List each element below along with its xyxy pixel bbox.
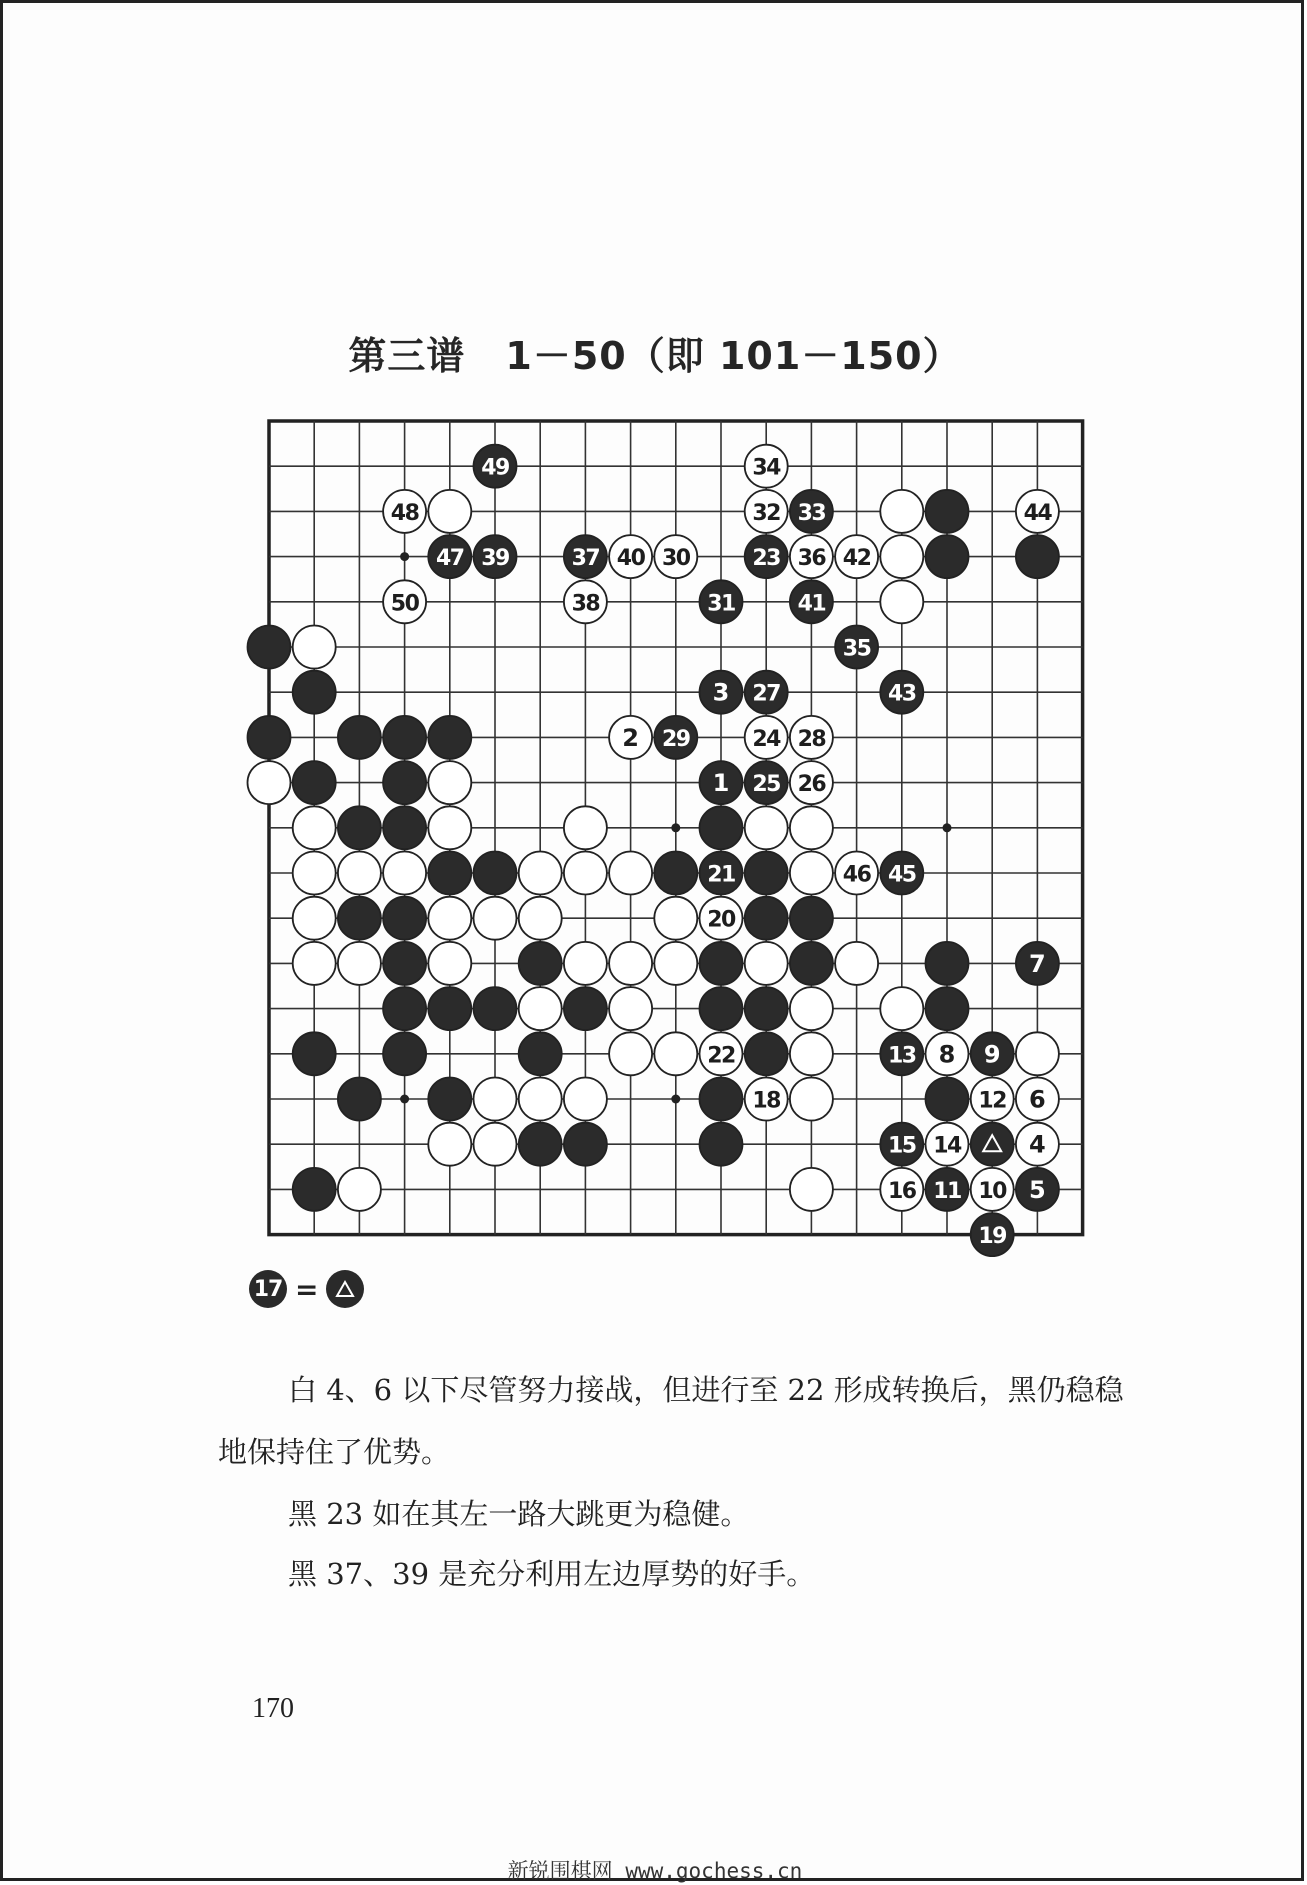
white-stone bbox=[519, 1078, 562, 1121]
black-stone bbox=[383, 806, 426, 849]
black-stone bbox=[428, 716, 471, 759]
move-number: 47 bbox=[435, 546, 464, 572]
black-stone bbox=[745, 1032, 788, 1075]
note-equals: = bbox=[295, 1272, 319, 1306]
white-stone bbox=[609, 987, 652, 1030]
move-number: 20 bbox=[707, 907, 735, 933]
move-number: 44 bbox=[1023, 500, 1052, 526]
black-stone bbox=[700, 806, 743, 849]
black-stone bbox=[700, 1123, 743, 1166]
move-number: 28 bbox=[797, 726, 826, 752]
move-number: 27 bbox=[752, 681, 781, 707]
move-number: 43 bbox=[887, 681, 916, 707]
move-note bbox=[249, 1269, 364, 1309]
move-number: 16 bbox=[887, 1178, 916, 1204]
move-number: 30 bbox=[661, 546, 690, 572]
white-stone bbox=[338, 852, 381, 895]
move-number: 38 bbox=[571, 591, 600, 617]
black-stone bbox=[338, 897, 381, 940]
white-stone bbox=[654, 942, 697, 985]
white-stone bbox=[293, 806, 336, 849]
move-number: 33 bbox=[797, 500, 826, 526]
white-stone bbox=[790, 987, 833, 1030]
white-stone bbox=[654, 897, 697, 940]
move-number: 5 bbox=[1029, 1175, 1046, 1204]
black-stone bbox=[926, 535, 969, 578]
move-number: 41 bbox=[797, 591, 826, 617]
move-number: 50 bbox=[390, 591, 419, 617]
black-stone bbox=[745, 852, 788, 895]
white-stone bbox=[880, 535, 923, 578]
black-stone bbox=[428, 1078, 471, 1121]
white-stone bbox=[790, 1168, 833, 1211]
white-stone bbox=[428, 490, 471, 533]
black-stone bbox=[519, 1032, 562, 1075]
star-point bbox=[400, 1095, 409, 1104]
white-stone bbox=[293, 852, 336, 895]
move-number: 10 bbox=[978, 1178, 1007, 1204]
black-stone bbox=[293, 1168, 336, 1211]
black-stone bbox=[700, 987, 743, 1030]
move-number: 13 bbox=[887, 1043, 916, 1069]
black-stone bbox=[338, 806, 381, 849]
move-number: 39 bbox=[481, 546, 509, 572]
move-number: 3 bbox=[712, 678, 730, 707]
black-stone bbox=[383, 897, 426, 940]
black-stone bbox=[248, 716, 291, 759]
white-stone bbox=[654, 1032, 697, 1075]
commentary-paragraph-2: 黑 23 如在其左一路大跳更为稳健。 bbox=[288, 1497, 750, 1531]
move-number: 11 bbox=[933, 1178, 961, 1204]
white-stone bbox=[880, 580, 923, 623]
white-stone bbox=[564, 852, 607, 895]
white-stone bbox=[248, 761, 291, 804]
black-stone bbox=[971, 1123, 1014, 1166]
white-stone bbox=[609, 1032, 652, 1075]
star-point bbox=[671, 823, 680, 832]
white-stone bbox=[519, 852, 562, 895]
white-stone bbox=[880, 490, 923, 533]
black-stone bbox=[248, 626, 291, 669]
black-stone bbox=[926, 490, 969, 533]
black-stone bbox=[474, 852, 517, 895]
move-number: 40 bbox=[616, 546, 645, 572]
black-stone bbox=[519, 1123, 562, 1166]
white-stone bbox=[609, 852, 652, 895]
white-stone bbox=[564, 806, 607, 849]
white-stone bbox=[790, 1032, 833, 1075]
white-stone bbox=[474, 897, 517, 940]
move-number: 46 bbox=[842, 862, 871, 888]
black-stone bbox=[926, 942, 969, 985]
note-triangle-stone bbox=[326, 1270, 364, 1308]
black-stone bbox=[383, 987, 426, 1030]
move-number: 24 bbox=[752, 726, 781, 752]
triangle-icon bbox=[336, 1281, 354, 1297]
commentary-paragraph-1: 白 4、6 以下尽管努力接战，但进行至 22 形成转换后，黑仍稳稳地保持住了优势。 bbox=[218, 1373, 1124, 1469]
page-number: 170 bbox=[252, 1693, 294, 1724]
move-number: 12 bbox=[978, 1088, 1007, 1114]
white-stone bbox=[519, 897, 562, 940]
star-point bbox=[400, 552, 409, 561]
black-stone bbox=[700, 1078, 743, 1121]
move-number: 42 bbox=[842, 546, 871, 572]
white-stone bbox=[790, 1078, 833, 1121]
note-black-stone: 17 bbox=[249, 1270, 287, 1308]
star-point bbox=[943, 823, 952, 832]
white-stone bbox=[609, 942, 652, 985]
black-stone bbox=[293, 671, 336, 714]
white-stone bbox=[835, 942, 878, 985]
black-stone bbox=[383, 761, 426, 804]
white-stone bbox=[428, 942, 471, 985]
move-number: 48 bbox=[390, 500, 419, 526]
black-stone bbox=[383, 942, 426, 985]
black-stone bbox=[564, 1123, 607, 1166]
white-stone bbox=[1016, 1032, 1059, 1075]
white-stone bbox=[564, 1078, 607, 1121]
diagram-title-main: 第三谱 bbox=[348, 334, 466, 378]
white-stone bbox=[474, 1078, 517, 1121]
white-stone bbox=[383, 852, 426, 895]
move-number: 15 bbox=[887, 1133, 916, 1159]
black-stone bbox=[700, 942, 743, 985]
white-stone bbox=[519, 987, 562, 1030]
go-board-diagram bbox=[263, 415, 1093, 1250]
diagram-title bbox=[3, 325, 1307, 380]
black-stone bbox=[293, 761, 336, 804]
black-stone bbox=[790, 942, 833, 985]
white-stone bbox=[338, 942, 381, 985]
move-number: 45 bbox=[887, 862, 916, 888]
diagram-title-range: 1－50（即 101－150） bbox=[505, 334, 962, 378]
black-stone bbox=[428, 987, 471, 1030]
white-stone bbox=[428, 761, 471, 804]
commentary-paragraph-3: 黑 37、39 是充分利用左边厚势的好手。 bbox=[288, 1557, 816, 1591]
white-stone bbox=[880, 987, 923, 1030]
move-number: 1 bbox=[712, 769, 730, 798]
white-stone bbox=[790, 852, 833, 895]
move-number: 31 bbox=[707, 591, 735, 617]
move-number: 18 bbox=[752, 1088, 781, 1114]
move-number: 34 bbox=[752, 455, 781, 481]
black-stone bbox=[338, 716, 381, 759]
move-number: 22 bbox=[707, 1043, 735, 1069]
black-stone bbox=[338, 1078, 381, 1121]
black-stone bbox=[654, 852, 697, 895]
white-stone bbox=[745, 942, 788, 985]
move-number: 2 bbox=[622, 723, 639, 752]
white-stone bbox=[790, 806, 833, 849]
move-number: 21 bbox=[707, 862, 735, 888]
move-number: 7 bbox=[1029, 949, 1046, 978]
black-stone bbox=[519, 942, 562, 985]
black-stone bbox=[745, 987, 788, 1030]
star-point bbox=[671, 1095, 680, 1104]
white-stone bbox=[293, 942, 336, 985]
white-stone bbox=[338, 1168, 381, 1211]
move-number: 29 bbox=[661, 726, 690, 752]
black-stone bbox=[790, 897, 833, 940]
black-stone bbox=[383, 1032, 426, 1075]
white-stone bbox=[293, 626, 336, 669]
move-number: 49 bbox=[481, 455, 509, 481]
move-number: 25 bbox=[752, 772, 781, 798]
black-stone bbox=[293, 1032, 336, 1075]
move-number: 35 bbox=[842, 636, 871, 662]
move-number: 8 bbox=[938, 1040, 956, 1069]
white-stone bbox=[428, 1123, 471, 1166]
white-stone bbox=[564, 942, 607, 985]
white-stone bbox=[474, 1123, 517, 1166]
black-stone bbox=[1016, 535, 1059, 578]
white-stone bbox=[745, 806, 788, 849]
move-number: 19 bbox=[978, 1224, 1007, 1250]
black-stone bbox=[564, 987, 607, 1030]
move-number: 26 bbox=[797, 772, 826, 798]
black-stone bbox=[926, 987, 969, 1030]
move-number: 36 bbox=[797, 546, 826, 572]
move-number: 14 bbox=[933, 1133, 961, 1159]
black-stone bbox=[474, 987, 517, 1030]
white-stone bbox=[428, 897, 471, 940]
move-number: 32 bbox=[752, 500, 781, 526]
black-stone bbox=[383, 716, 426, 759]
black-stone bbox=[428, 852, 471, 895]
move-number: 4 bbox=[1029, 1130, 1046, 1159]
move-number: 6 bbox=[1029, 1085, 1046, 1114]
website-footer: 新锐围棋网 www.gochess.cn bbox=[507, 1859, 803, 1883]
white-stone bbox=[293, 897, 336, 940]
black-stone bbox=[745, 897, 788, 940]
move-number: 9 bbox=[983, 1040, 1001, 1069]
move-number: 37 bbox=[571, 546, 600, 572]
black-stone bbox=[926, 1078, 969, 1121]
move-number: 23 bbox=[752, 546, 781, 572]
white-stone bbox=[428, 806, 471, 849]
